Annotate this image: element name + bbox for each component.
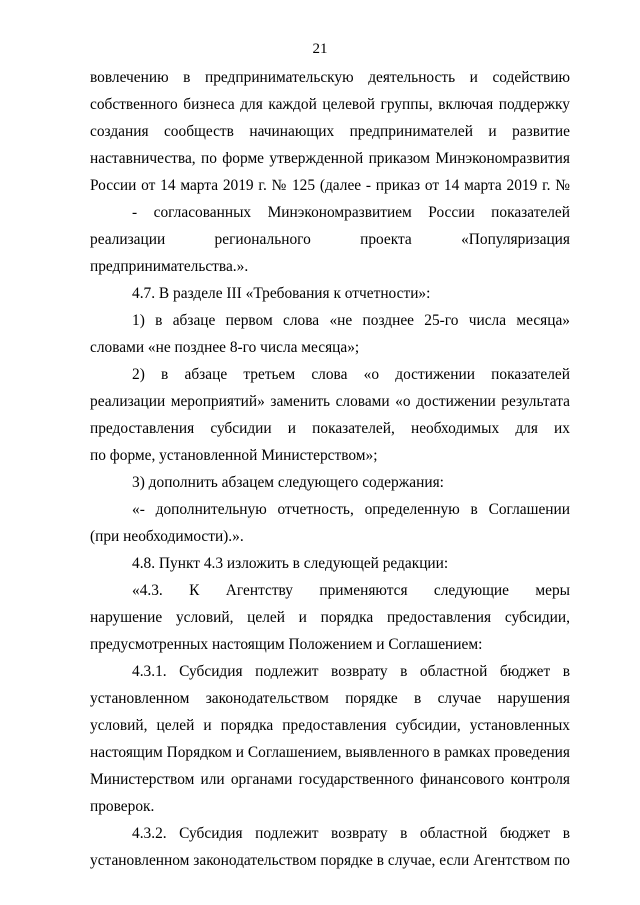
text-line: установленном законодательством порядке в случае нарушения — [90, 690, 570, 707]
text-line: словами «не позднее 8-го числа месяца»; — [90, 339, 360, 356]
text-line: вовлечению в предпринимательскую деятельность и содействию — [90, 69, 570, 86]
text-line: настоящим Порядком и Соглашением, выявленного в рамках проведения — [90, 744, 570, 761]
text-line: 2) в абзаце третьем слова «о достижении показателей — [132, 366, 570, 383]
section-heading: 4.8. Пункт 4.3 изложить в следующей редакции: — [132, 555, 449, 572]
text-line: реализации регионального проекта «Популяризация — [90, 231, 570, 248]
text-line: - согласованных Минэкономразвитием России показателей — [132, 204, 570, 221]
text-line: реализации мероприятий» заменить словами «о достижении результата — [90, 393, 570, 410]
text-line: России от 14 марта 2019 г. № 125 (далее - приказ от 14 марта 2019 г. № — [90, 177, 570, 194]
text-line: проверок. — [90, 798, 155, 815]
text-line: 3) дополнить абзацем следующего содержания: — [132, 474, 444, 491]
text-line: наставничества, по форме утвержденной приказом Минэкономразвития — [90, 150, 570, 167]
text-line: предоставления субсидии и показателей, необходимых для их — [90, 420, 570, 437]
text-line: (при необходимости).». — [90, 528, 244, 545]
text-line: Министерством или органами государственного финансового контроля — [90, 771, 570, 788]
text-line: по форме, установленной Министерством»; — [90, 447, 378, 464]
text-line: собственного бизнеса для каждой целевой группы, включая поддержку — [90, 96, 570, 113]
text-line: «- дополнительную отчетность, определенную в Соглашении — [132, 501, 570, 518]
text-line: 1) в абзаце первом слова «не позднее 25-го числа месяца» — [132, 312, 570, 329]
text-line: условий, целей и порядка предоставления субсидии, установленных — [90, 717, 570, 734]
text-line: установленном законодательством порядке в случае, если Агентством по — [90, 852, 570, 869]
text-line: предусмотренных настоящим Положением и Соглашением: — [90, 636, 483, 653]
text-line: «4.3. К Агентству применяются следующие меры — [132, 582, 570, 599]
section-heading: 4.7. В разделе III «Требования к отчетности»: — [132, 285, 431, 302]
page-number: 21 — [312, 41, 328, 57]
text-line: предпринимательства.». — [90, 258, 249, 275]
text-line: создания сообществ начинающих предпринимателей и развитие — [90, 123, 570, 140]
text-line: нарушение условий, целей и порядка предоставления субсидии, — [90, 609, 570, 626]
text-line: 4.3.1. Субсидия подлежит возврату в областной бюджет в — [132, 663, 570, 680]
text-line: 4.3.2. Субсидия подлежит возврату в областной бюджет в — [132, 825, 570, 842]
